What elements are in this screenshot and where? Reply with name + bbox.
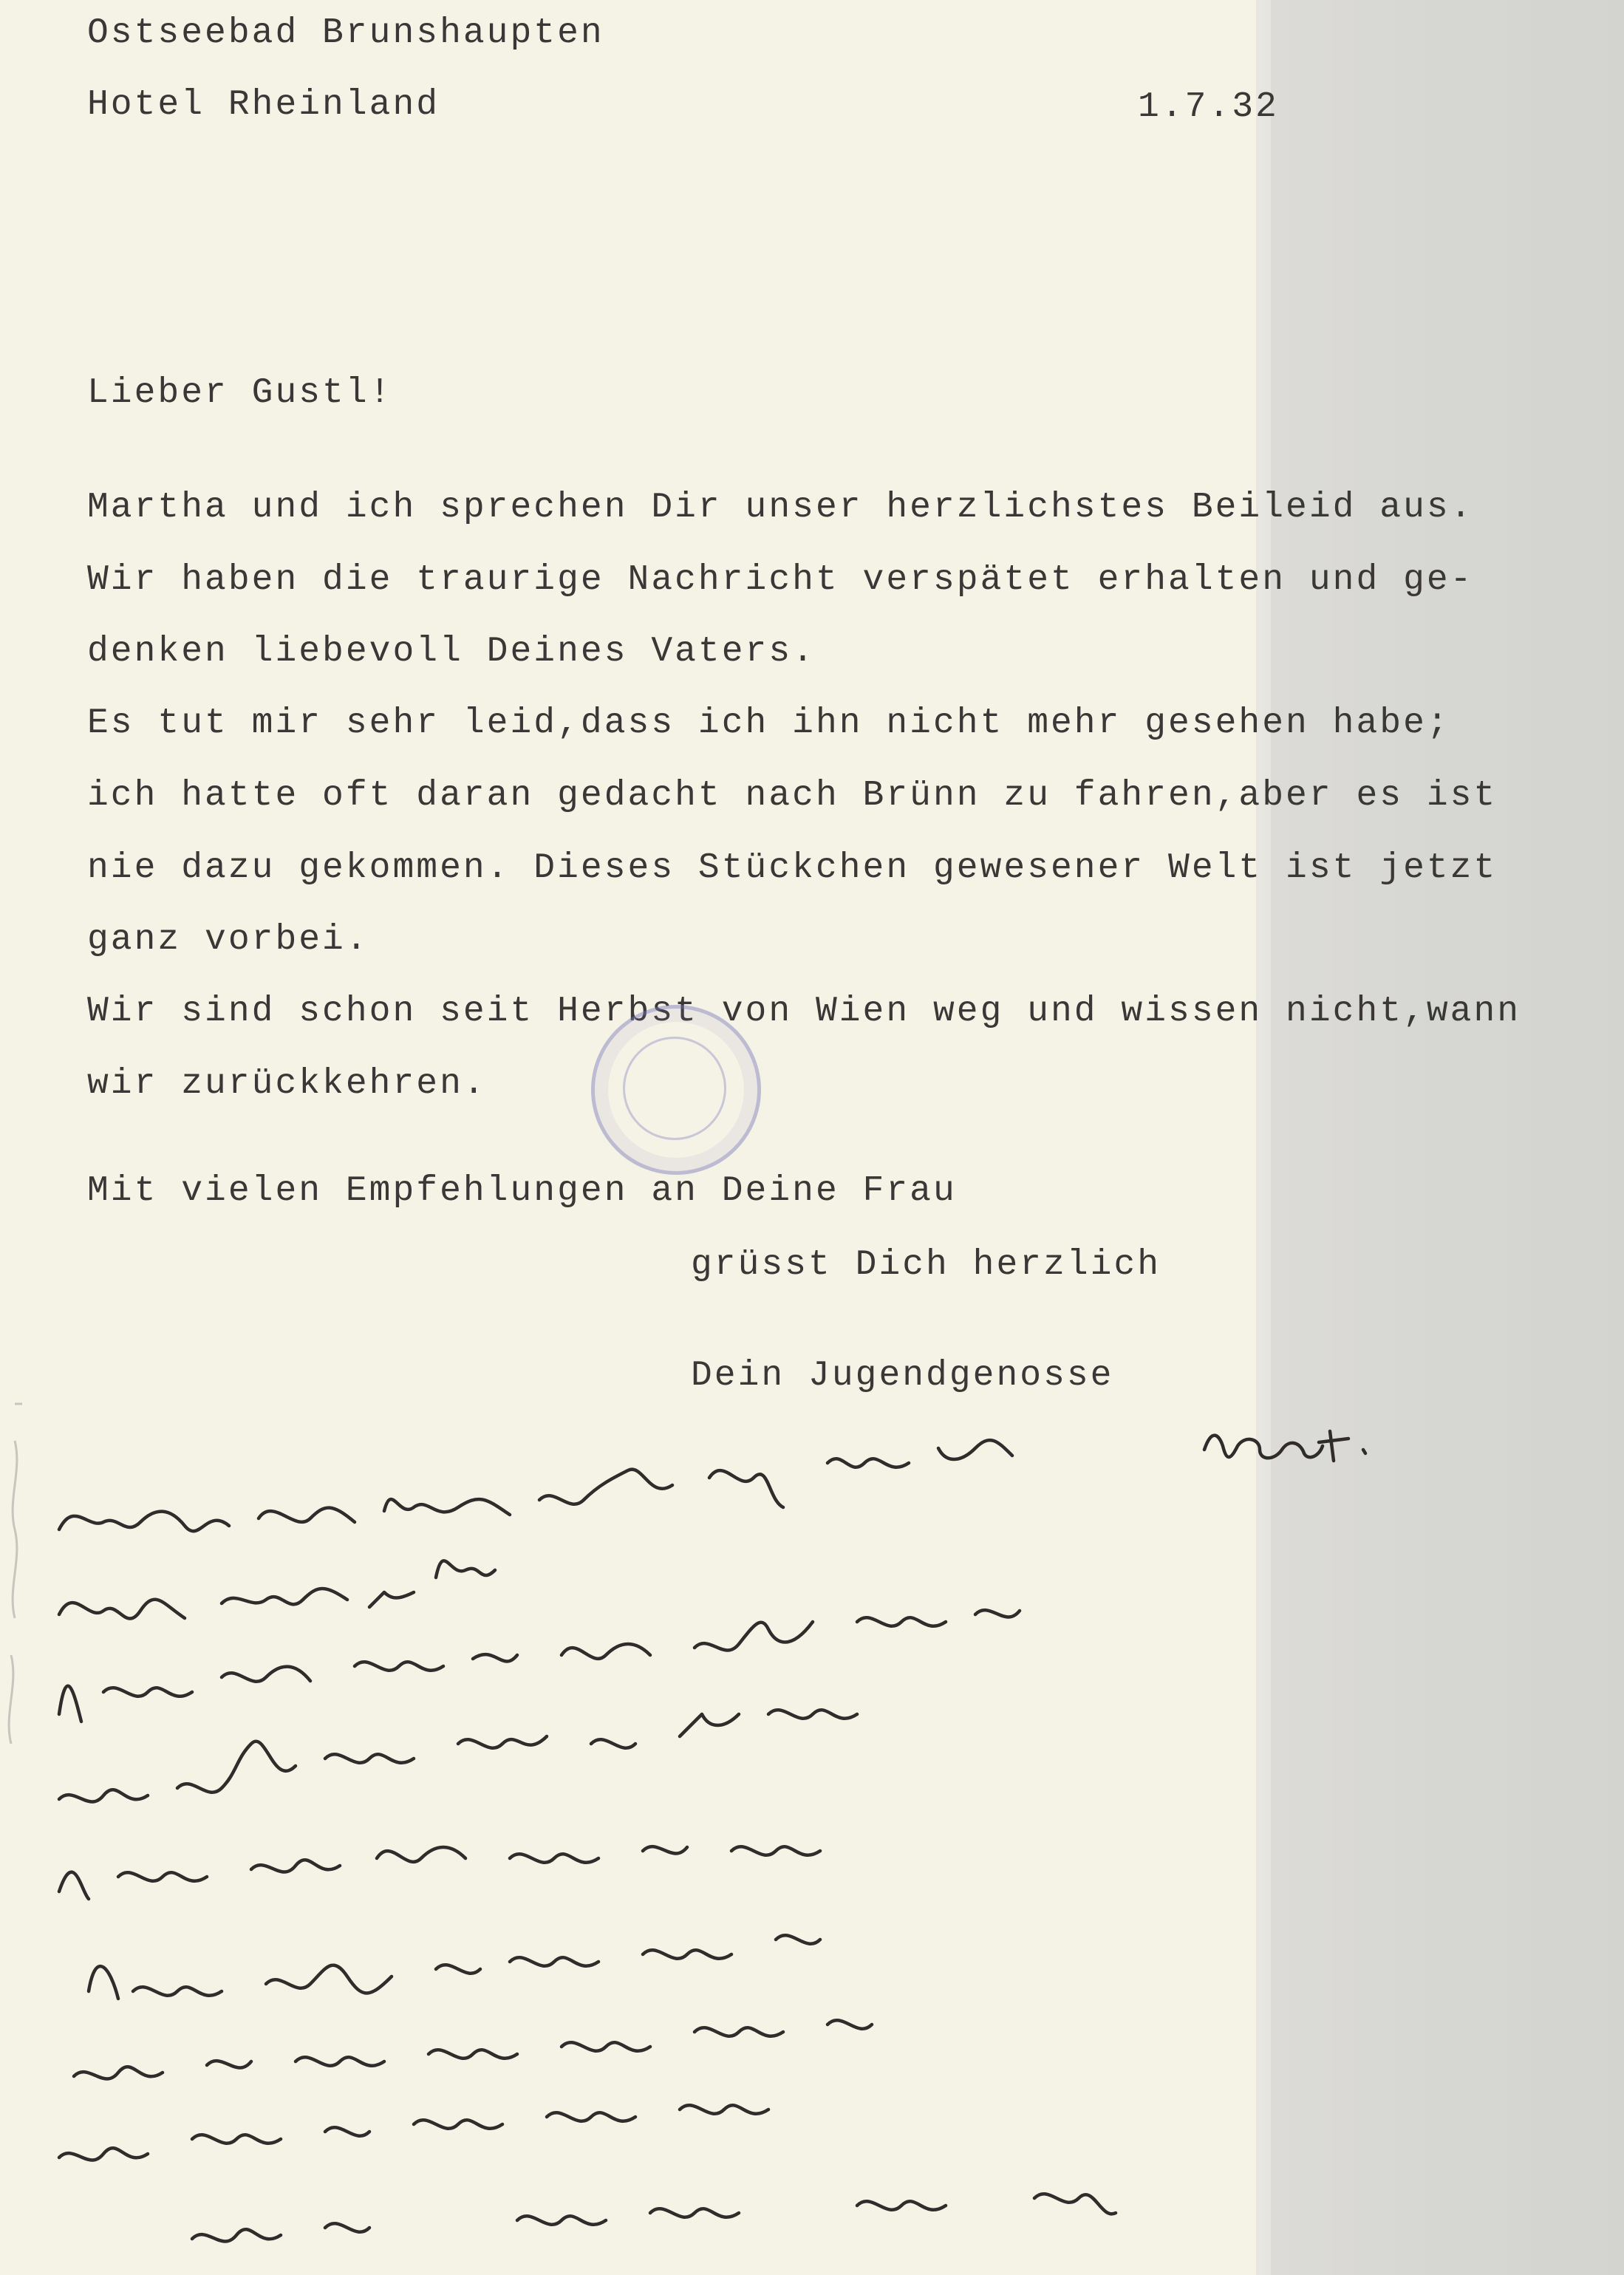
postscript-line xyxy=(59,1561,495,1618)
body-line: Wir sind schon seit Herbst von Wien weg und wissen nicht,wann xyxy=(87,992,1521,1031)
postscript-line xyxy=(59,1440,1012,1531)
postscript-line xyxy=(59,1710,857,1801)
body-line: Es tut mir sehr leid,dass ich ihn nicht mehr gesehen habe; xyxy=(87,703,1450,743)
signature-strokes xyxy=(1204,1431,1365,1461)
postscript-line xyxy=(59,1610,1020,1722)
body-line: Wir haben die traurige Nachricht verspätet erhalten und ge- xyxy=(87,560,1474,600)
body-line: Martha und ich sprechen Dir unser herzlichstes Beileid aus. xyxy=(87,488,1474,528)
body-line: ich hatte oft daran gedacht nach Brünn zu fahren,aber es ist xyxy=(87,776,1498,816)
closing-line: Mit vielen Empfehlungen an Deine Frau xyxy=(87,1171,957,1211)
body-line: nie dazu gekommen. Dieses Stückchen gewesener Welt ist jetzt xyxy=(87,848,1498,888)
letterhead-hotel: Hotel Rheinland xyxy=(87,85,440,125)
body-line: denken liebevoll Deines Vaters. xyxy=(87,632,816,672)
postscript-line xyxy=(59,1846,820,1899)
margin-pencil-marks xyxy=(9,1404,22,1744)
postscript-line xyxy=(74,2020,872,2078)
body-line: wir zurückkehren. xyxy=(87,1064,487,1104)
closing-sender: Dein Jugendgenosse xyxy=(691,1356,1114,1396)
letter-date: 1.7.32 xyxy=(1138,87,1279,127)
body-line: ganz vorbei. xyxy=(87,920,369,960)
postscript-line xyxy=(59,2105,768,2160)
postscript-line xyxy=(192,2194,1116,2241)
postscript-line xyxy=(89,1935,820,1999)
letterhead-place: Ostseebad Brunshaupten xyxy=(87,13,604,53)
closing-greeting: grüsst Dich herzlich xyxy=(691,1245,1161,1285)
salutation: Lieber Gustl! xyxy=(87,373,393,413)
